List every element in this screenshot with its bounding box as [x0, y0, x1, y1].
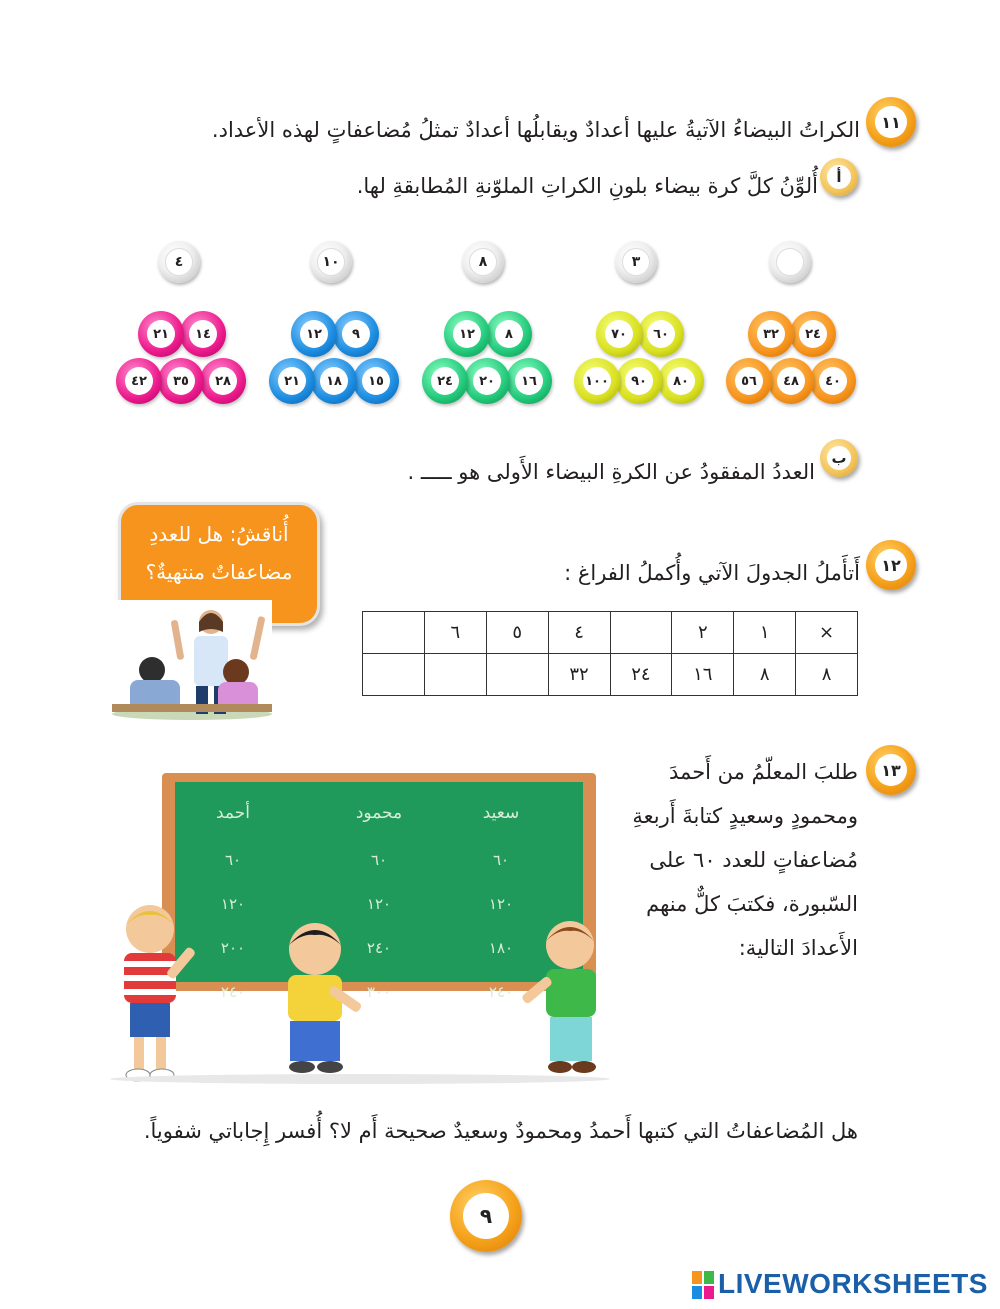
classroom-illustration [112, 600, 272, 720]
white-ball[interactable] [158, 241, 200, 283]
table-cell: ٦ [424, 612, 486, 654]
table-cell: ٤ [548, 612, 610, 654]
ball-number: ١٠٠ [583, 367, 611, 395]
table-cell: ٨ [734, 654, 796, 696]
ball-number: ٣٢ [757, 320, 785, 348]
colored-ball [422, 358, 468, 404]
board-value: ٦٠ [492, 851, 510, 869]
ball-number: ٤٠ [819, 367, 847, 395]
colored-ball [638, 311, 684, 357]
question-number-badge [866, 745, 916, 795]
board-value: ١٢٠ [366, 895, 392, 913]
white-ball-number: ١٠ [317, 248, 345, 276]
ball-number: ٨ [495, 320, 523, 348]
table-cell-blank[interactable] [610, 612, 672, 654]
board-value: ١٢٠ [220, 895, 246, 913]
question-number-badge [866, 97, 916, 147]
ball-number: ٢٠ [473, 367, 501, 395]
white-ball[interactable] [462, 241, 504, 283]
table-cell-blank[interactable] [363, 654, 425, 696]
colored-ball [790, 311, 836, 357]
ball-number: ٨٠ [667, 367, 695, 395]
colored-ball [333, 311, 379, 357]
colored-ball [596, 311, 642, 357]
part-letter: ب [827, 446, 851, 470]
final-question: هل المُضاعفاتُ التي كتبها أَحمدُ ومحمودٌ وسعيدٌ صحيحة أَم لا؟ أُفسر إِجاباتي شفوياً. [143, 1119, 858, 1143]
paragraph-line: طلبَ المعلّمُ من أَحمدَ [669, 760, 858, 784]
part-letter-badge [820, 158, 858, 196]
white-ball[interactable] [310, 241, 352, 283]
part-letter: أ [827, 165, 851, 189]
student-name: سعيد [482, 803, 520, 823]
board-value: ٣٠٠ [366, 983, 392, 1001]
colored-ball [748, 311, 794, 357]
table-cell: ٣٢ [548, 654, 610, 696]
table-cell-blank[interactable] [486, 654, 548, 696]
colored-ball [726, 358, 772, 404]
student-name: محمود [355, 803, 403, 823]
table-cell: ٢ [672, 612, 734, 654]
question-text: أَتأَملُ الجدولَ الآتي وأُكملُ الفراغ : [564, 561, 860, 585]
colored-ball [116, 358, 162, 404]
ball-number: ٩٠ [625, 367, 653, 395]
table-cell-blank[interactable] [424, 654, 486, 696]
board-value: ٦٠ [370, 851, 388, 869]
question-paragraph [600, 760, 858, 980]
question-number-badge [866, 540, 916, 590]
colored-ball [180, 311, 226, 357]
colored-ball [574, 358, 620, 404]
board-value: ٢٤٠ [220, 983, 246, 1001]
bubble-line: مضاعفاتٌ منتهيةٌ؟ [145, 560, 293, 584]
colored-ball [464, 358, 510, 404]
colored-ball [200, 358, 246, 404]
colored-ball [291, 311, 337, 357]
table-cell: × [796, 612, 858, 654]
ball-number: ١٢ [453, 320, 481, 348]
instruction-text: أُلوِّنُ كلَّ كرة بيضاء بلونِ الكراتِ الملوّنةِ المُطابقةِ لها. [356, 174, 818, 198]
ball-number: ١٥ [362, 367, 390, 395]
white-ball-number [776, 248, 804, 276]
ball-number: ٧٠ [605, 320, 633, 348]
colored-ball [658, 358, 704, 404]
logo-icon [692, 1271, 714, 1299]
question-text: الكراتُ البيضاءُ الآتيةُ عليها أعدادٌ ويقابلُها أعدادٌ تمثلُ مُضاعفاتٍ لهذه الأعداد. [211, 118, 860, 142]
liveworksheets-logo[interactable]: LIVEWORKSHEETS [718, 1268, 988, 1299]
part-letter-badge [820, 439, 858, 477]
colored-ball [486, 311, 532, 357]
ball-number: ٢٤ [431, 367, 459, 395]
page-number: ٩ [463, 1193, 509, 1239]
paragraph-line: ومحمودٍ وسعيدٍ كتابةَ أَربعةِ [632, 804, 858, 828]
colored-ball [768, 358, 814, 404]
colored-ball [269, 358, 315, 404]
paragraph-line: السّبورة، فكتبَ كلٌّ منهم [646, 892, 858, 916]
kids-illustration [100, 895, 620, 1085]
instruction-text: العددُ المفقودُ عن الكرةِ البيضاء الأَولى هو ـــــ . [407, 460, 815, 484]
ball-number: ٢١ [278, 367, 306, 395]
ball-number: ١٢ [300, 320, 328, 348]
ball-number: ١٦ [515, 367, 543, 395]
colored-ball [506, 358, 552, 404]
bubble-line: أُناقشُ: هل للعددِ [149, 522, 289, 546]
ball-number: ٥٦ [735, 367, 763, 395]
ball-number: ٢٤ [799, 320, 827, 348]
board-value: ٢٤٠ [488, 983, 514, 1001]
ball-number: ١٨ [320, 367, 348, 395]
board-value: ١٢٠ [488, 895, 514, 913]
white-ball-number: ٤ [165, 248, 193, 276]
paragraph-line: مُضاعفاتٍ للعدد ٦٠ على [649, 848, 858, 872]
board-value: ١٨٠ [488, 939, 514, 957]
table-row [363, 654, 858, 696]
colored-ball [158, 358, 204, 404]
white-ball[interactable] [615, 241, 657, 283]
ball-number: ٦٠ [647, 320, 675, 348]
question-number: ١٣ [875, 754, 907, 786]
ball-number: ٩ [342, 320, 370, 348]
table-cell: ١ [734, 612, 796, 654]
colored-ball [616, 358, 662, 404]
colored-ball [810, 358, 856, 404]
question-number: ١١ [875, 106, 907, 138]
white-ball[interactable] [769, 241, 811, 283]
ball-number: ٢٨ [209, 367, 237, 395]
table-cell: ٨ [796, 654, 858, 696]
ball-number: ٣٥ [167, 367, 195, 395]
colored-ball [353, 358, 399, 404]
ball-number: ٢١ [147, 320, 175, 348]
board-value: ٢٤٠ [366, 939, 392, 957]
table-cell: ١٦ [672, 654, 734, 696]
table-cell: ٢٤ [610, 654, 672, 696]
ball-number: ٤٢ [125, 367, 153, 395]
board-value: ٢٠٠ [220, 939, 246, 957]
colored-ball [311, 358, 357, 404]
board-value: ٦٠ [224, 851, 242, 869]
ball-number: ١٤ [189, 320, 217, 348]
page-number-badge [450, 1180, 522, 1252]
white-ball-number: ٣ [622, 248, 650, 276]
white-ball-number: ٨ [469, 248, 497, 276]
table-row [363, 612, 858, 654]
question-number: ١٢ [875, 549, 907, 581]
table-cell: ٥ [486, 612, 548, 654]
paragraph-line: الأَعدادَ التالية: [738, 936, 858, 960]
student-name: أحمد [216, 803, 250, 823]
ball-number: ٤٨ [777, 367, 805, 395]
colored-ball [138, 311, 184, 357]
multiplication-table [362, 611, 858, 696]
table-cell-blank[interactable] [363, 612, 425, 654]
colored-ball [444, 311, 490, 357]
